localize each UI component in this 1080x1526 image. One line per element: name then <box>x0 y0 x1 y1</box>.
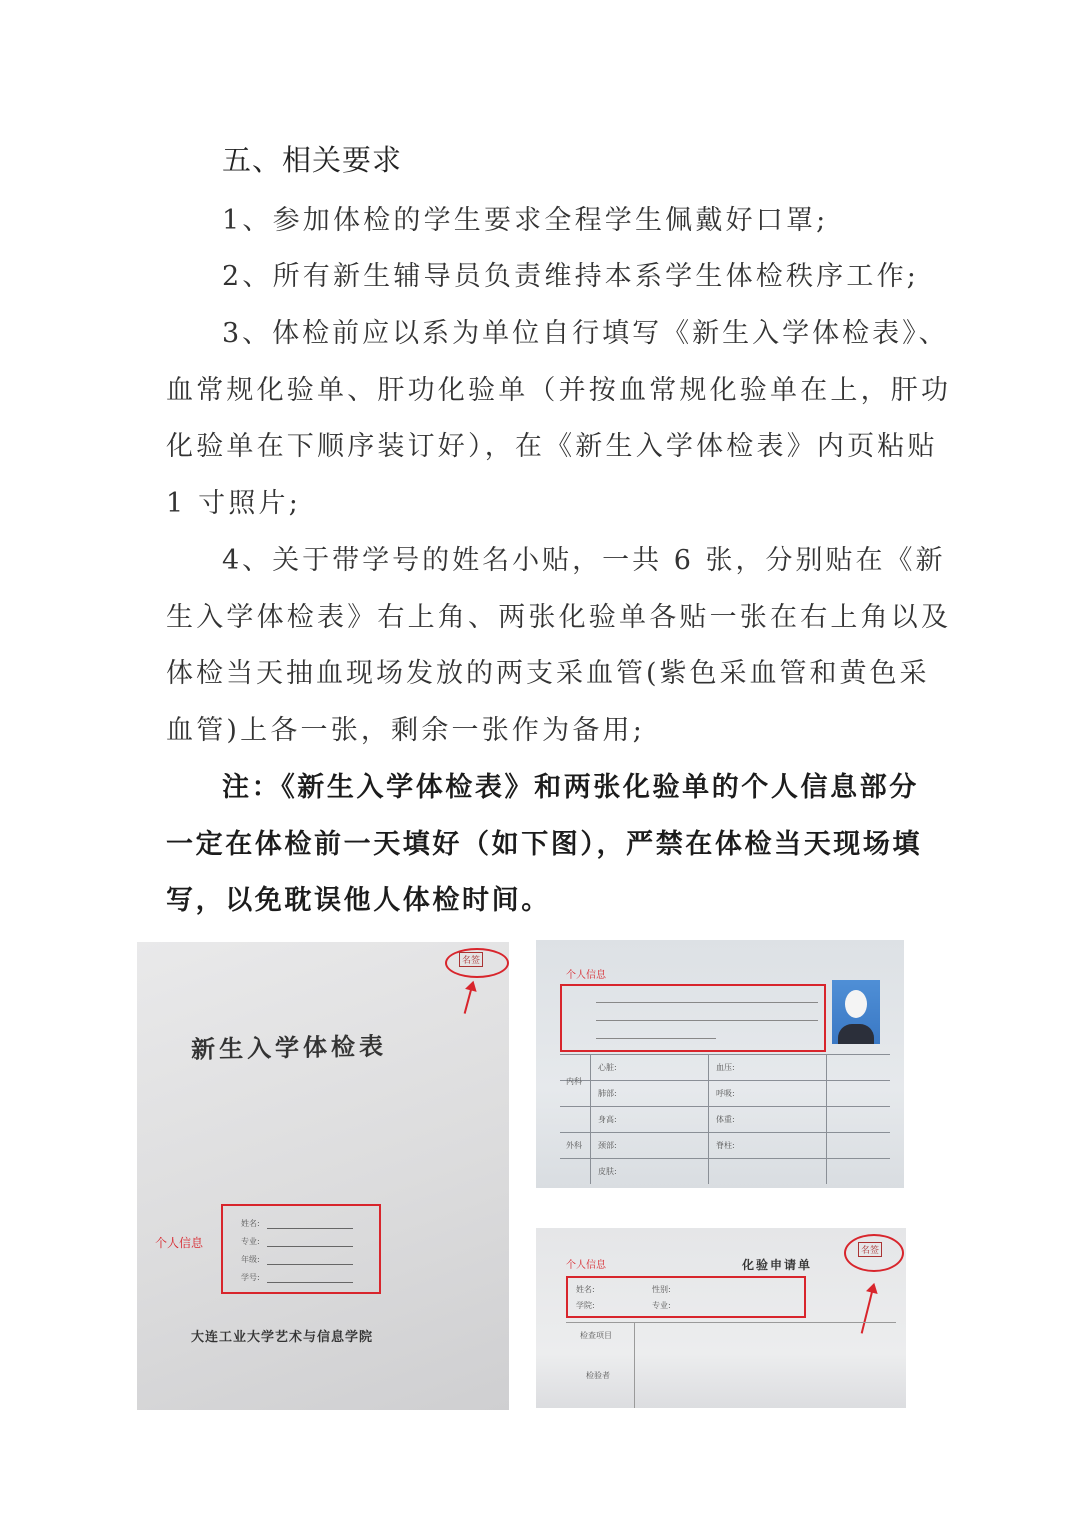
grid-line <box>590 1054 591 1184</box>
field-line <box>267 1228 353 1229</box>
note-line: 一定在体检前一天填好（如下图），严禁在体检当天现场填 <box>166 829 923 860</box>
grid-line <box>560 1106 890 1107</box>
section-heading: 五、相关要求 <box>222 143 403 177</box>
paragraph-line: 血管)上各一张，剩余一张作为备用; <box>166 715 646 746</box>
field-line <box>267 1282 353 1283</box>
field-label: 专业: <box>652 1301 671 1310</box>
grid-line <box>566 1322 896 1323</box>
field-line <box>596 1020 818 1021</box>
photo-exam-form-inner <box>536 940 904 1188</box>
row-label: 内科 <box>566 1077 582 1086</box>
cell-label: 体重: <box>716 1115 735 1124</box>
face-blur <box>845 990 867 1018</box>
cell-label: 脊柱: <box>716 1141 735 1150</box>
arrow-icon <box>861 1290 874 1333</box>
field-label: 性别: <box>652 1285 671 1294</box>
slip-title: 化验申请单 <box>742 1258 813 1272</box>
cell-label: 身高: <box>598 1115 617 1124</box>
field-line <box>596 1002 818 1003</box>
field-line <box>267 1264 353 1265</box>
photo-exam-form-cover <box>137 942 509 1410</box>
grid-line <box>560 1158 890 1159</box>
field-label: 学号: <box>241 1273 260 1282</box>
field-label: 年级: <box>241 1255 260 1264</box>
row-label: 外科 <box>566 1141 582 1150</box>
arrow-icon <box>464 988 473 1014</box>
field-line <box>596 1038 716 1039</box>
personal-info-label: 个人信息 <box>566 970 606 981</box>
paragraph-line: 化验单在下顺序装订好），在《新生入学体检表》内页粘贴 <box>166 431 938 462</box>
paragraph-line: 2、所有新生辅导员负责维持本系学生体检秩序工作; <box>222 261 920 292</box>
paragraph-line: 1、参加体检的学生要求全程学生佩戴好口罩; <box>222 205 829 236</box>
field-label: 学院: <box>576 1301 595 1310</box>
paragraph-line: 体检当天抽血现场发放的两支采血管(紫色采血管和黄色采 <box>166 658 930 689</box>
cell-label: 心脏: <box>598 1063 617 1072</box>
name-tag: 名签 <box>858 1242 882 1257</box>
cell-label: 颈部: <box>598 1141 617 1150</box>
cell-label: 皮肤: <box>598 1167 617 1176</box>
grid-line <box>708 1054 709 1184</box>
paragraph-line: 1 寸照片; <box>166 488 302 519</box>
paragraph-line: 血常规化验单、肝功化验单（并按血常规化验单在上，肝功 <box>166 375 952 406</box>
grid-line <box>634 1322 635 1408</box>
name-tag: 名签 <box>459 952 483 967</box>
photo-lab-request-slip <box>536 1228 906 1408</box>
grid-line <box>560 1132 890 1133</box>
note-line: 写，以免耽误他人体检时间。 <box>166 885 551 916</box>
id-photo <box>832 980 880 1044</box>
grid-line <box>826 1054 827 1184</box>
college-name: 大连工业大学艺术与信息学院 <box>191 1330 374 1345</box>
grid-line <box>560 1054 890 1055</box>
side-label: 检验者 <box>586 1371 610 1380</box>
field-label: 专业: <box>241 1237 260 1246</box>
paragraph-line: 3、体检前应以系为单位自行填写《新生入学体检表》、 <box>222 318 949 349</box>
paragraph-line: 生入学体检表》右上角、两张化验单各贴一张在右上角以及 <box>166 602 952 633</box>
cell-label: 肺部: <box>598 1089 617 1098</box>
field-label: 姓名: <box>576 1285 595 1294</box>
cell-label: 血压: <box>716 1063 735 1072</box>
cell-label: 呼吸: <box>716 1089 735 1098</box>
personal-info-label: 个人信息 <box>155 1236 204 1250</box>
field-line <box>267 1246 353 1247</box>
paragraph-line: 4、关于带学号的姓名小贴，一共 6 张，分别贴在《新 <box>222 545 946 576</box>
personal-info-box <box>566 1276 806 1318</box>
shoulders <box>838 1024 874 1044</box>
side-label: 检查项目 <box>580 1331 612 1340</box>
note-line: 注：《新生入学体检表》和两张化验单的个人信息部分 <box>222 772 919 803</box>
personal-info-label: 个人信息 <box>566 1260 606 1271</box>
grid-line <box>560 1080 890 1081</box>
form-title: 新生入学体检表 <box>190 1031 388 1064</box>
personal-info-box <box>560 984 826 1052</box>
field-label: 姓名: <box>241 1219 260 1228</box>
